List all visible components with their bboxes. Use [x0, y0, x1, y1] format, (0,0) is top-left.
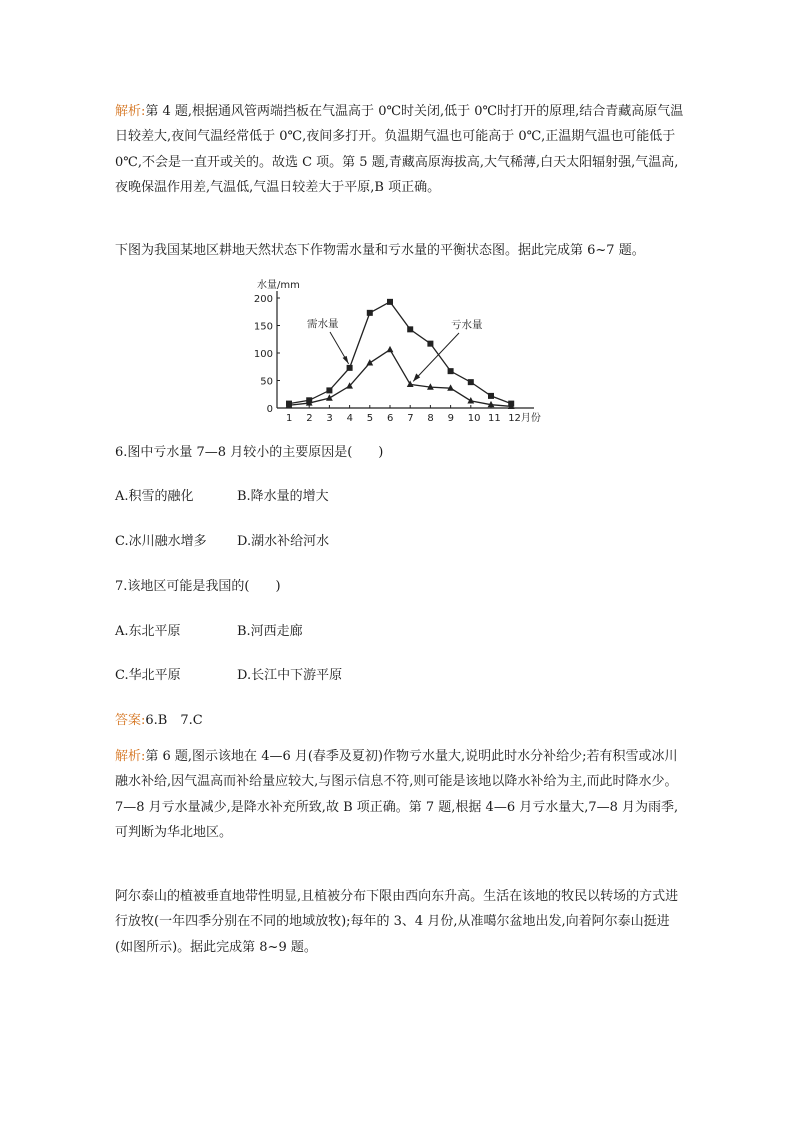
- y-tick-label: 150: [253, 321, 273, 333]
- series-line-demand: [289, 302, 511, 404]
- demand-point: [286, 401, 292, 407]
- q7-option-d: D.长江中下游平原: [237, 668, 343, 683]
- analysis-paragraph-2: [115, 744, 685, 845]
- answer-label: 答案:: [115, 713, 146, 728]
- q7-option-b: B.河西走廊: [237, 624, 303, 639]
- deficit-point: [366, 359, 373, 365]
- x-tick-label: 8: [427, 413, 434, 424]
- q6-option-d: D.湖水补给河水: [237, 534, 330, 549]
- arrow-deficit: [413, 373, 420, 381]
- demand-point: [387, 299, 393, 305]
- leader-deficit: [413, 333, 459, 381]
- x-tick-label: 6: [387, 413, 394, 424]
- deficit-point: [306, 399, 313, 405]
- y-tick-label: 200: [253, 294, 273, 305]
- analysis-paragraph-1: [115, 99, 685, 200]
- analysis-label: 解析:: [115, 104, 146, 119]
- question-intro: 下图为我国某地区耕地天然状态下作物需水量和亏水量的平衡状态图。据此完成第 6~7 题。: [115, 243, 645, 258]
- x-tick-label: 3: [326, 413, 333, 424]
- q7-option-a: A.东北平原: [115, 624, 181, 639]
- demand-point: [468, 379, 474, 385]
- deficit-point: [467, 397, 474, 403]
- demand-point: [367, 310, 373, 316]
- y-tick-label: 100: [253, 349, 273, 360]
- demand-point: [306, 397, 312, 403]
- deficit-point: [407, 381, 414, 387]
- demand-point: [326, 387, 332, 393]
- deficit-point: [427, 383, 434, 389]
- label-demand: 需水量: [307, 318, 339, 330]
- q6-option-b: B.降水量的增大: [237, 489, 329, 504]
- reading-passage: 阿尔泰山的植被垂直地带性明显,且植被分布下限由西向东升高。生活在该地的牧民以转场的方式进行放牧(一年四季分别在不同的地域放牧);每年的 3、4 月份,从准噶尔盆地出发,向着阿尔泰山挺进(如图所示)。据此完成第 8~9 题。: [115, 889, 679, 955]
- x-tick-label: 1: [286, 413, 293, 424]
- demand-point: [427, 341, 433, 347]
- q6-option-a: A.积雪的融化: [115, 489, 194, 504]
- series-line-deficit: [289, 350, 511, 407]
- answer-text: 6.B 7.C: [145, 713, 203, 728]
- analysis-text: 第 4 题,根据通风管两端挡板在气温高于 0℃时关闭,低于 0℃时打开的原理,结合青藏高原气温日较差大,夜间气温经常低于 0℃,夜间多打开。负温期气温也可能高于 0℃,正温期气温也可能低于 0℃,不会是一直开或关的。故选 C 项。第 5 题,青藏高原海拔高,大气稀薄,白天太阳辐射强,气温高,夜晚保温作用差,气温低,气温日较差大于平原,B 项正确。: [115, 104, 684, 195]
- x-tick-label: 7: [407, 413, 414, 424]
- demand-point: [407, 326, 413, 332]
- x-tick-label: 10: [467, 413, 481, 424]
- x-tick-label: 9: [447, 413, 454, 424]
- demand-point: [508, 401, 514, 407]
- deficit-point: [508, 403, 515, 409]
- question-6-stem: 6.图中亏水量 7—8 月较小的主要原因是( ): [115, 445, 384, 460]
- answer-line: [115, 711, 203, 731]
- q6-option-c: C.冰川融水增多: [115, 534, 207, 549]
- deficit-point: [447, 384, 454, 390]
- deficit-point: [326, 394, 333, 400]
- leader-demand: [330, 332, 349, 364]
- analysis-text-2: 第 6 题,图示该地在 4—6 月(春季及夏初)作物亏水量大,说明此时水分补给少;若有积雪或冰川融水补给,因气温高而补给量应较大,与图示信息不符,则可能是该地以降水补给为主,而此时降水少。7—8 月亏水量减少,是降水补充所致,故 B 项正确。第 7 题,根据 4—6 月亏水量大,7—8 月为雨季,可判断为华北地区。: [115, 749, 679, 840]
- x-tick-label: 11: [488, 413, 501, 424]
- deficit-point: [346, 382, 353, 388]
- y-axis-title: 水量/mm: [257, 280, 300, 291]
- y-tick-label: 0: [266, 404, 273, 415]
- question-7-stem: 7.该地区可能是我国的( ): [115, 579, 281, 594]
- demand-point: [448, 368, 454, 374]
- deficit-point: [286, 401, 293, 407]
- analysis-label-2: 解析:: [115, 749, 146, 764]
- deficit-point: [488, 401, 495, 407]
- arrow-demand: [343, 356, 349, 364]
- x-tick-label: 2: [306, 413, 313, 424]
- label-deficit: 亏水量: [451, 319, 483, 331]
- x-tick-label: 12月份: [508, 413, 541, 424]
- x-tick-label: 4: [346, 413, 353, 424]
- deficit-point: [387, 346, 394, 352]
- q7-option-c: C.华北平原: [115, 668, 181, 683]
- x-tick-label: 5: [366, 413, 374, 424]
- demand-point: [347, 365, 353, 371]
- demand-point: [488, 393, 494, 399]
- y-tick-label: 50: [260, 376, 273, 388]
